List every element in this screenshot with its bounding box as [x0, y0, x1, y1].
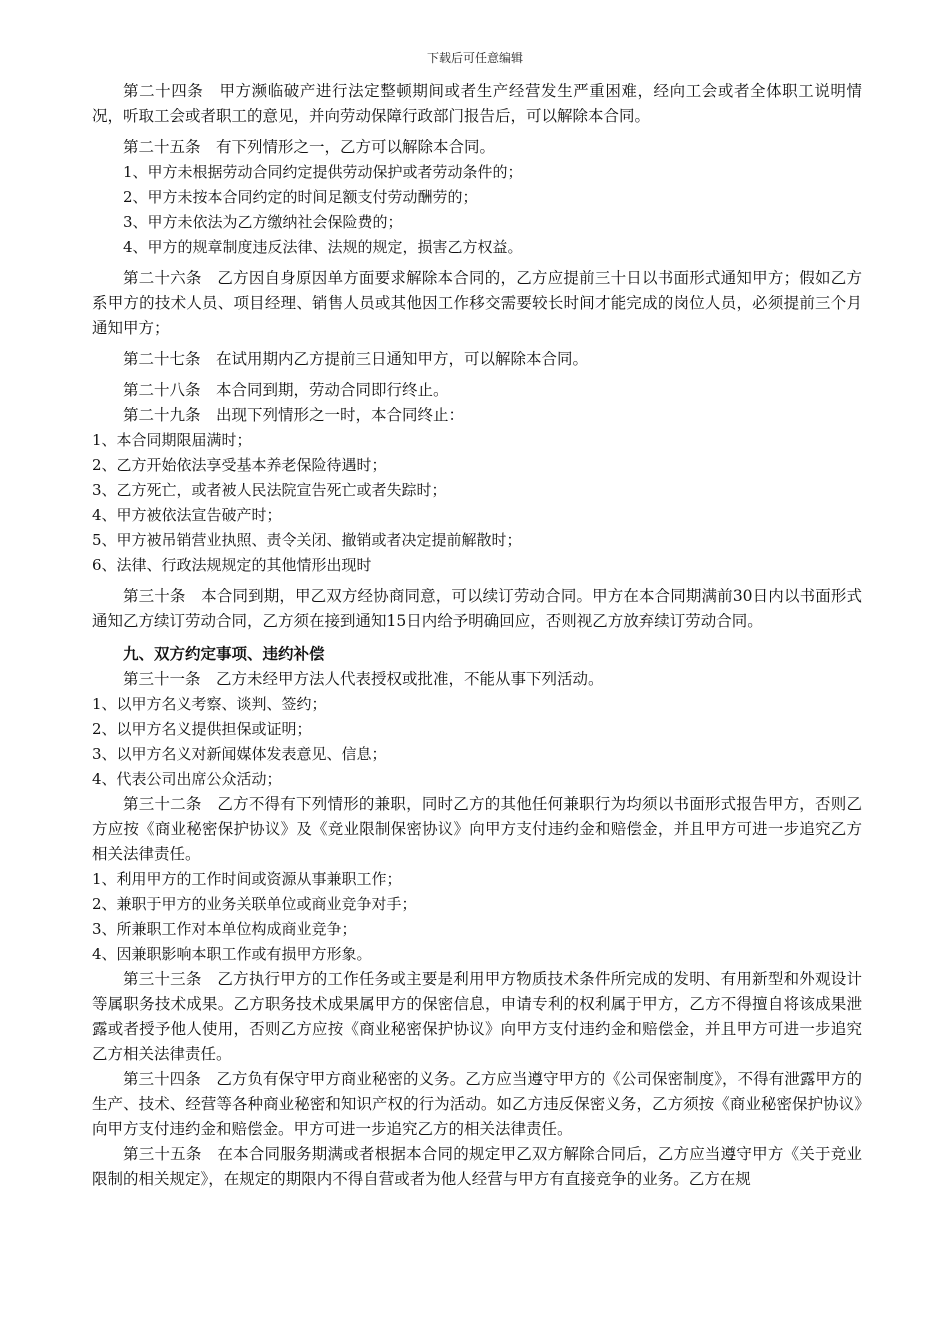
article-paragraph: 第二十六条 乙方因自身原因单方面要求解除本合同的，乙方应提前三十日以书面形式通知甲方；假如乙方系甲方的技术人员、项目经理、销售人员或其他因工作移交需要较长时间才能完成的岗位人员，必须提前三个月通知甲方；	[92, 269, 862, 337]
list-item: 4、代表公司出席公众活动；	[92, 770, 282, 788]
article-paragraph: 第二十五条 有下列情形之一，乙方可以解除本合同。	[123, 138, 496, 156]
list-item: 3、所兼职工作对本单位构成商业竞争；	[92, 920, 357, 938]
list-item: 4、甲方被依法宣告破产时；	[92, 506, 282, 524]
article-paragraph: 第三十五条 在本合同服务期满或者根据本合同的规定甲乙双方解除合同后，乙方应当遵守甲方《关于竞业限制的相关规定》，在规定的期限内不得自营或者为他人经营与甲方有直接竞争的业务。乙方在规	[92, 1145, 862, 1188]
list-item: 3、乙方死亡，或者被人民法院宣告死亡或者失踪时；	[92, 481, 447, 499]
document-body	[92, 79, 862, 1192]
list-item: 2、甲方未按本合同约定的时间足额支付劳动酬劳的；	[123, 188, 478, 206]
list-item: 3、以甲方名义对新闻媒体发表意见、信息；	[92, 745, 387, 763]
list-item: 2、兼职于甲方的业务关联单位或商业竞争对手；	[92, 895, 417, 913]
article-paragraph: 第二十七条 在试用期内乙方提前三日通知甲方，可以解除本合同。	[123, 350, 589, 368]
list-item: 2、乙方开始依法享受基本养老保险待遇时；	[92, 456, 387, 474]
article-paragraph: 第三十条 本合同到期，甲乙双方经协商同意，可以续订劳动合同。甲方在本合同期满前30日内以书面形式通知乙方续订劳动合同，乙方须在接到通知15日内给予明确回应，否则视乙方放弃续订劳动合同。	[92, 587, 862, 630]
article-paragraph: 第三十一条 乙方未经甲方法人代表授权或批准，不能从事下列活动。	[123, 670, 604, 688]
list-item: 1、以甲方名义考察、谈判、签约；	[92, 695, 327, 713]
page-header: 下载后可任意编辑	[426, 51, 523, 65]
article-paragraph: 第三十二条 乙方不得有下列情形的兼职，同时乙方的其他任何兼职行为均须以书面形式报告甲方，否则乙方应按《商业秘密保护协议》及《竞业限制保密协议》向甲方支付违约金和赔偿金，并且甲方可进一步追究乙方相关法律责任。	[92, 795, 862, 863]
list-item: 5、甲方被吊销营业执照、责令关闭、撤销或者决定提前解散时；	[92, 531, 522, 549]
article-paragraph: 第二十九条 出现下列情形之一时，本合同终止：	[123, 406, 465, 424]
section-heading: 九、双方约定事项、违约补偿	[123, 645, 325, 663]
list-item: 1、本合同期限届满时；	[92, 431, 252, 449]
article-paragraph: 第二十八条 本合同到期，劳动合同即行终止。	[123, 381, 449, 399]
list-item: 2、以甲方名义提供担保或证明；	[92, 720, 312, 738]
list-item: 6、法律、行政法规规定的其他情形出现时	[92, 556, 372, 574]
article-paragraph: 第三十四条 乙方负有保守甲方商业秘密的义务。乙方应当遵守甲方的《公司保密制度》，不得有泄露甲方的生产、技术、经营等各种商业秘密和知识产权的行为活动。如乙方违反保密义务，乙方须按《商业秘密保护协议》向甲方支付违约金和赔偿金。甲方可进一步追究乙方的相关法律责任。	[92, 1070, 862, 1138]
article-paragraph: 第三十三条 乙方执行甲方的工作任务或主要是利用甲方物质技术条件所完成的发明、有用新型和外观设计等属职务技术成果。乙方职务技术成果属甲方的保密信息，申请专利的权利属于甲方，乙方不得擅自将该成果泄露或者授予他人使用，否则乙方应按《商业秘密保护协议》向甲方支付违约金和赔偿金，并且甲方可进一步追究乙方相关法律责任。	[92, 970, 862, 1063]
article-paragraph: 第二十四条 甲方濒临破产进行法定整顿期间或者生产经营发生严重困难，经向工会或者全体职工说明情况，听取工会或者职工的意见，并向劳动保障行政部门报告后，可以解除本合同。	[92, 82, 862, 125]
list-item: 4、因兼职影响本职工作或有损甲方形象。	[92, 945, 372, 963]
list-item: 3、甲方未依法为乙方缴纳社会保险费的；	[123, 213, 403, 231]
list-item: 1、利用甲方的工作时间或资源从事兼职工作；	[92, 870, 402, 888]
list-item: 1、甲方未根据劳动合同约定提供劳动保护或者劳动条件的；	[123, 163, 523, 181]
list-item: 4、甲方的规章制度违反法律、法规的规定，损害乙方权益。	[123, 238, 523, 256]
